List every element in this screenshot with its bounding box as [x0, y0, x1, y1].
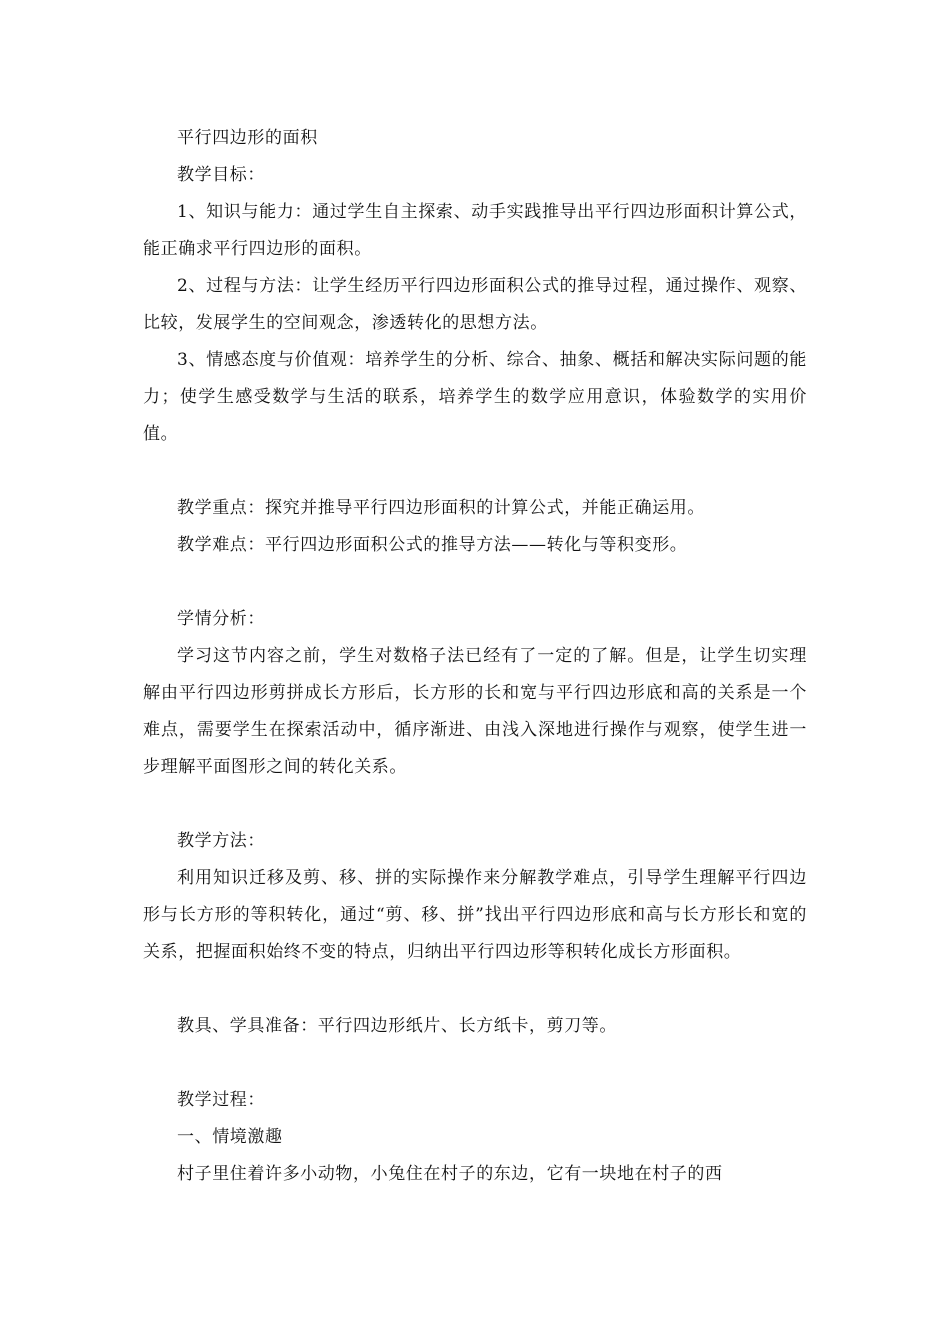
objective-1: 1、知识与能力：通过学生自主探索、动手实践推导出平行四边形面积计算公式，能正确求平行四边形的面积。	[143, 202, 807, 259]
method-body: 利用知识迁移及剪、移、拼的实际操作来分解教学难点，引导学生理解平行四边形与长方形的等积转化，通过“剪、移、拼”找出平行四边形底和高与长方形长和宽的关系，把握面积始终不变的特点，归纳出平行四边形等积转化成长方形面积。	[143, 868, 807, 962]
analysis-body: 学习这节内容之前，学生对数格子法已经有了一定的了解。但是，让学生切实理解由平行四边形剪拼成长方形后，长方形的长和宽与平行四边形底和高的关系是一个难点，需要学生在探索活动中，循序渐进、由浅入深地进行操作与观察，使学生进一步理解平面图形之间的转化关系。	[143, 646, 807, 777]
analysis-heading: 学情分析：	[177, 609, 265, 629]
spacer	[143, 1045, 807, 1082]
document-title: 平行四边形的面积	[177, 128, 318, 148]
objective-3: 3、情感态度与价值观：培养学生的分析、综合、抽象、概括和解决实际问题的能力；使学生感受数学与生活的联系，培养学生的数学应用意识，体验数学的实用价值。	[143, 350, 807, 444]
materials: 教具、学具准备：平行四边形纸片、长方纸卡，剪刀等。	[177, 1016, 617, 1036]
objectives-heading: 教学目标：	[177, 165, 265, 185]
key-point: 教学重点：探究并推导平行四边形面积的计算公式，并能正确运用。	[177, 498, 705, 518]
difficulty: 教学难点：平行四边形面积公式的推导方法——转化与等积变形。	[177, 535, 688, 555]
spacer	[143, 564, 807, 601]
objective-2: 2、过程与方法：让学生经历平行四边形面积公式的推导过程，通过操作、观察、比较，发展学生的空间观念，渗透转化的思想方法。	[143, 276, 807, 333]
section-1-heading: 一、情境激趣	[177, 1127, 283, 1147]
section-1-body: 村子里住着许多小动物，小兔住在村子的东边，它有一块地在村子的西	[177, 1164, 723, 1184]
document-page	[143, 120, 807, 1193]
spacer	[143, 786, 807, 823]
spacer	[143, 453, 807, 490]
spacer	[143, 971, 807, 1008]
process-heading: 教学过程：	[177, 1090, 265, 1110]
method-heading: 教学方法：	[177, 831, 265, 851]
